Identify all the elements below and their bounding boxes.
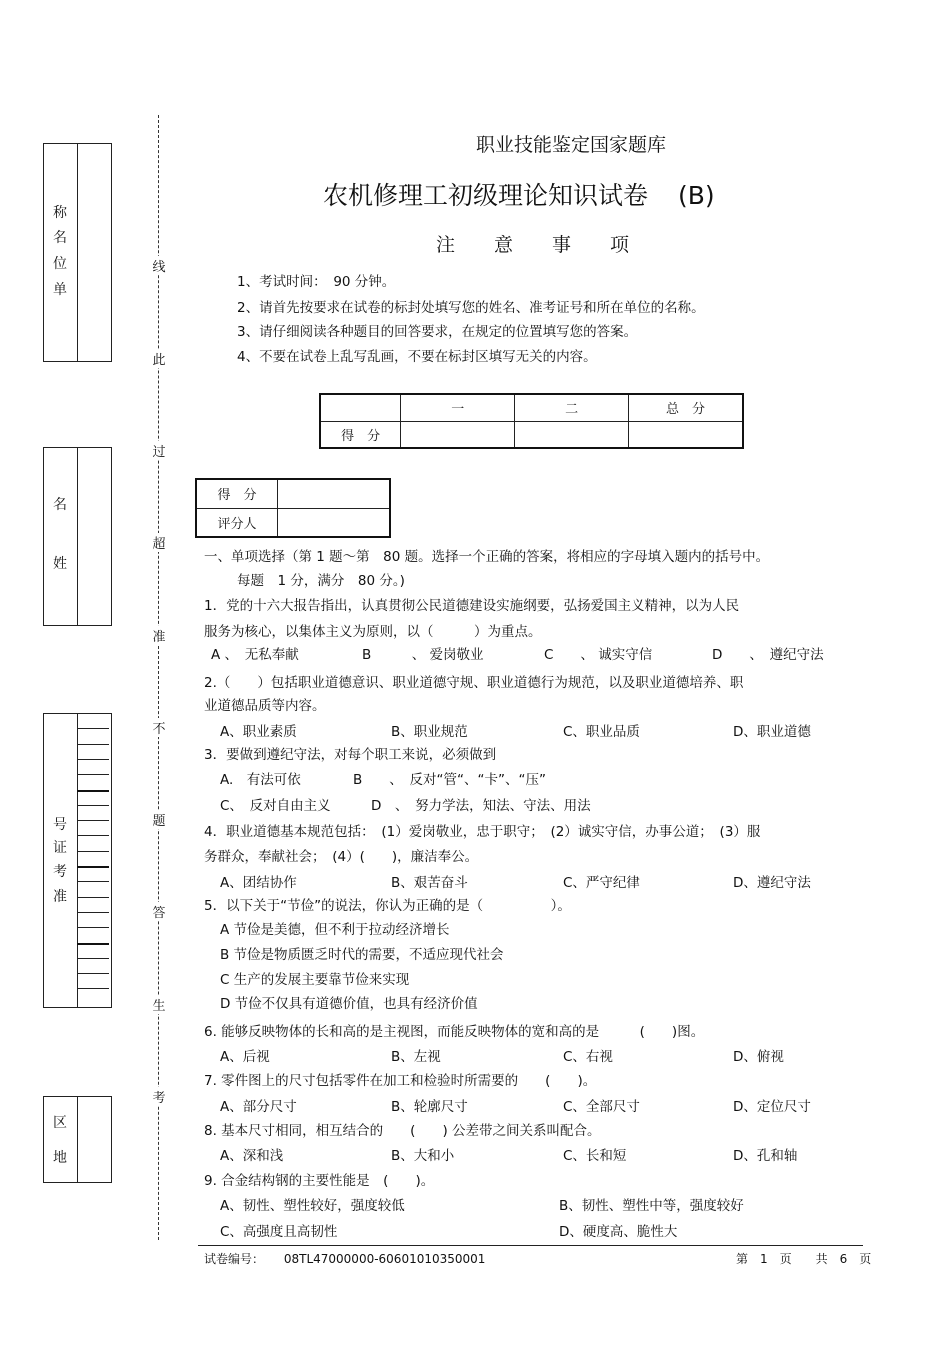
seal-dashed-line (158, 115, 159, 1240)
seal-char: 超 (150, 533, 168, 552)
exam-no-label-4: 准 (53, 889, 67, 905)
question-3-option-d: D 、 努力学法，知法、守法、用法 (371, 798, 591, 814)
section-heading-2: 每题 1 分，满分 80 分。) (237, 573, 405, 589)
question-5-line-1: 5．以下关于“节俭”的说法，你认为正确的是（ ）。 (204, 898, 571, 914)
name-box (43, 447, 112, 626)
question-4-option-a: A、团结协作 (220, 875, 297, 891)
question-8-option-b: B、大和小 (391, 1148, 455, 1164)
seal-char: 生 (150, 995, 168, 1014)
question-5-option-c: C 生产的发展主要靠节俭来实现 (220, 972, 410, 988)
question-7-option-d: D、定位尺寸 (733, 1099, 811, 1115)
question-9-option-a: A、韧性、塑性较好，强度较低 (220, 1198, 405, 1214)
exam-number-cell[interactable] (77, 759, 109, 775)
question-3-option-c: C、 反对自由主义 (220, 798, 331, 814)
score-cell[interactable] (515, 421, 629, 448)
exam-no-label-1: 号 (53, 817, 67, 833)
footer-code-label: 试卷编号： (204, 1252, 265, 1266)
question-4-option-d: D、遵纪守法 (733, 875, 811, 891)
question-1-option-a: A 、 无私奉献 (211, 647, 299, 663)
question-9-option-d: D、硬度高、脆性大 (559, 1224, 678, 1240)
question-1-option-c: C 、 诚实守信 (544, 647, 653, 663)
exam-variant: (B) (677, 181, 715, 210)
question-1-option-b: B 、 爱岗敬业 (362, 647, 484, 663)
exam-number-cell[interactable] (77, 897, 109, 913)
section-heading: 一、单项选择（第 1 题～第 80 题。选择一个正确的答案，将相应的字母填入题内的括号中。 (204, 549, 770, 565)
question-4-line-2: 务群众，奉献社会； (4）( )，廉洁奉公。 (204, 849, 479, 865)
name-label-2: 姓 (53, 556, 67, 572)
seal-char: 不 (150, 718, 168, 737)
question-8-option-c: C、长和短 (563, 1148, 627, 1164)
question-5-option-b: B 节俭是物质匮乏时代的需要，不适应现代社会 (220, 947, 504, 963)
question-8-line-1: 8. 基本尺寸相同，相互结合的 ( ) 公差带之间关系叫配合。 (204, 1123, 601, 1139)
score-header-empty (320, 394, 401, 421)
seal-char: 题 (150, 810, 168, 829)
question-bank-title: 职业技能鉴定国家题库 (475, 134, 666, 156)
notice-item: 1、考试时间： 90 分钟。 (237, 274, 396, 290)
unit-name-box (43, 143, 112, 362)
score-row-label: 得 分 (320, 421, 401, 448)
footer-code (204, 1250, 485, 1267)
exam-number-cell[interactable] (77, 881, 109, 897)
notice-item: 3、请仔细阅读各种题目的回答要求，在规定的位置填写您的答案。 (237, 324, 638, 340)
unit-label-2: 名 (53, 230, 67, 246)
question-2-option-a: A、职业素质 (220, 724, 297, 740)
question-1-line-1: 1．党的十六大报告指出，认真贯彻公民道德建设实施纲要，弘扬爱国主义精神，以为人民 (204, 598, 740, 614)
grader-name-cell[interactable] (278, 508, 391, 537)
footer-page: 第 1 页 共 6 页 (736, 1252, 872, 1266)
question-5-option-d: D 节俭不仅具有道德价值，也具有经济价值 (220, 996, 478, 1012)
exam-number-cell[interactable] (77, 835, 109, 851)
question-7-option-b: B、轮廓尺寸 (391, 1099, 468, 1115)
score-header-part2: 二 (515, 394, 629, 421)
grader-table (195, 478, 391, 538)
exam-number-cell[interactable] (77, 805, 109, 821)
exam-number-cell[interactable] (77, 927, 109, 943)
seal-char: 答 (150, 902, 168, 921)
question-7-option-c: C、全部尺寸 (563, 1099, 640, 1115)
region-label-1: 区 (53, 1115, 67, 1131)
question-7-option-a: A、部分尺寸 (220, 1099, 297, 1115)
seal-char: 此 (150, 349, 168, 368)
exam-number-cell[interactable] (77, 851, 109, 867)
seal-char: 准 (150, 626, 168, 645)
question-1-option-d: D 、 遵纪守法 (712, 647, 824, 663)
name-label-1: 名 (53, 497, 67, 513)
question-2-option-c: C、职业品质 (563, 724, 640, 740)
region-label-2: 地 (53, 1150, 67, 1166)
footer-code-value: 08TL47000000-60601010350001 (283, 1252, 486, 1266)
question-9-option-b: B、韧性、塑性中等，强度较好 (559, 1198, 744, 1214)
score-cell[interactable] (401, 421, 515, 448)
unit-label-1: 称 (53, 205, 67, 221)
exam-number-cell[interactable] (77, 774, 109, 790)
question-4-line-1: 4．职业道德基本规范包括： (1）爱岗敬业，忠于职守； (2）诚实守信，办事公道； (3）服 (204, 824, 761, 840)
question-6-line-1: 6. 能够反映物体的长和高的是主视图，而能反映物体的宽和高的是 ( )图。 (204, 1024, 705, 1040)
question-3-option-b: B 、 反对“管“、“卡”、“压” (353, 772, 546, 788)
question-8-option-d: D、孔和轴 (733, 1148, 798, 1164)
seal-char: 线 (150, 256, 168, 275)
exam-title (323, 176, 715, 212)
exam-number-cell[interactable] (77, 988, 109, 1004)
question-9-option-c: C、高强度且高韧性 (220, 1224, 338, 1240)
exam-no-label-3: 考 (53, 864, 67, 880)
question-2-option-b: B、职业规范 (391, 724, 468, 740)
notice-item: 4、不要在试卷上乱写乱画，不要在标封区填写无关的内容。 (237, 349, 597, 365)
score-cell[interactable] (628, 421, 743, 448)
unit-label-4: 单 (53, 282, 67, 298)
question-2-option-d: D、职业道德 (733, 724, 811, 740)
grader-name-label: 评分人 (196, 508, 278, 537)
score-header-part1: 一 (401, 394, 515, 421)
exam-number-cell[interactable] (77, 912, 109, 928)
exam-number-cell[interactable] (77, 744, 109, 760)
question-6-option-b: B、左视 (391, 1049, 441, 1065)
question-8-option-a: A、深和浅 (220, 1148, 284, 1164)
notice-heading: 注 意 事 项 (436, 234, 640, 256)
question-6-option-c: C、右视 (563, 1049, 613, 1065)
seal-char: 过 (150, 441, 168, 460)
exam-number-cell[interactable] (77, 973, 109, 989)
question-4-option-c: C、严守纪律 (563, 875, 640, 891)
unit-label-3: 位 (53, 256, 67, 272)
question-4-option-b: B、艰苦奋斗 (391, 875, 468, 891)
exam-number-cell[interactable] (77, 820, 109, 836)
question-2-line-1: 2.（ ）包括职业道德意识、职业道德守规、职业道德行为规范，以及职业道德培养、职 (204, 675, 744, 691)
question-7-line-1: 7. 零件图上的尺寸包括零件在加工和检验时所需要的 ( )。 (204, 1073, 597, 1089)
question-6-option-a: A、后视 (220, 1049, 270, 1065)
question-6-option-d: D、俯视 (733, 1049, 784, 1065)
grader-score-label: 得 分 (196, 479, 278, 508)
question-3-option-a: A. 有法可依 (220, 772, 301, 788)
exam-number-cell[interactable] (77, 728, 109, 744)
notice-item: 2、请首先按要求在试卷的标封处填写您的姓名、准考证号和所在单位的名称。 (237, 300, 705, 316)
grader-score-cell[interactable] (278, 479, 391, 508)
exam-title-text: 农机修理工初级理论知识试卷 (323, 181, 649, 210)
score-table (319, 393, 744, 449)
footer-divider (198, 1245, 863, 1246)
exam-number-cell[interactable] (77, 958, 109, 974)
score-header-total: 总 分 (628, 394, 743, 421)
exam-no-label-2: 证 (53, 840, 67, 856)
question-1-line-2: 服务为核心，以集体主义为原则，以（ ）为重点。 (204, 624, 542, 640)
question-3-line-1: 3．要做到遵纪守法，对每个职工来说，必须做到 (204, 747, 497, 763)
question-5-option-a: A 节俭是美德，但不利于拉动经济增长 (220, 922, 450, 938)
region-box (43, 1096, 112, 1183)
question-2-line-2: 业道德品质等内容。 (204, 698, 326, 714)
question-9-line-1: 9. 合金结构钢的主要性能是 ( )。 (204, 1173, 435, 1189)
seal-char: 考 (150, 1087, 168, 1106)
